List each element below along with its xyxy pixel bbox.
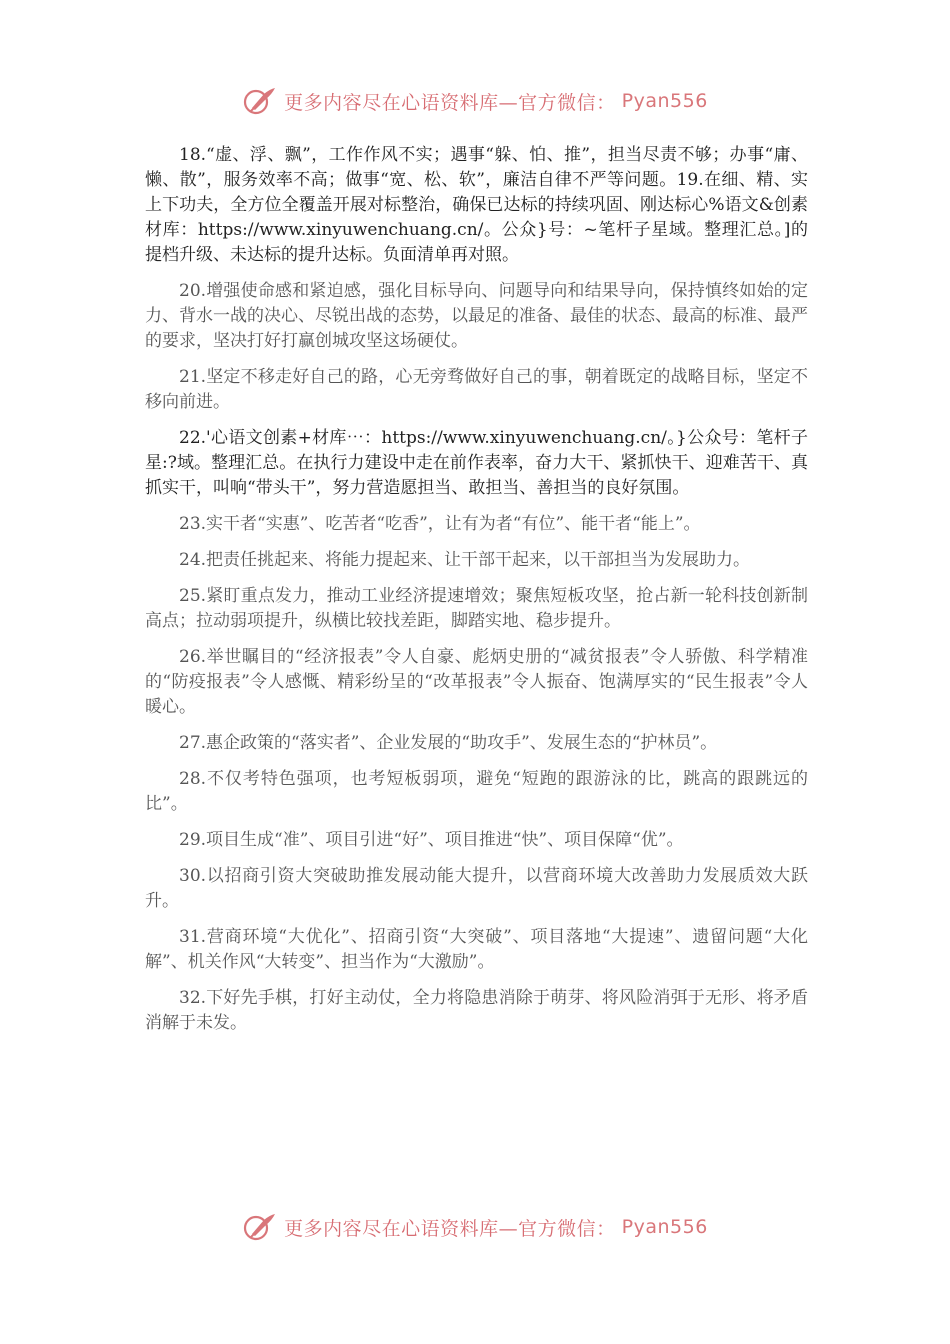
paragraph-27: 27.惠企政策的“落实者”、企业发展的“助攻手”、发展生态的“护林员”。 xyxy=(179,733,718,753)
paragraph-31: 31.营商环境“大优化”、招商引资“大突破”、项目落地“大提速”、遗留问题“大化解”、机关作风“大转变”、担当作为“大激励”。 xyxy=(145,927,808,972)
banner-text: 更多内容尽在心语资料库—官方微信： xyxy=(284,1217,616,1240)
paragraph-18-19: 18.“虚、浮、飘”，工作作风不实；遇事“躲、怕、推”，担当尽责不够；办事“庸、懒、散”，服务效率不高；做事“宽、松、软”，廉洁自律不严等问题。19.在细、精、实上下功夫，全方位全覆盖开展对标整治，确保已达标的持续巩固、刚达标心%语文&创素材库：https://www.xinyuwenchuang.cn/。公众}号：~笔杆子星域。整理汇总。]的提档升级、未达标的提升达标。负面清单再对照。 xyxy=(145,145,808,265)
paragraph-20: 20.增强使命感和紧迫感，强化目标导向、问题导向和结果导向，保持慎终如始的定力、背水一战的决心、尽锐出战的态势，以最足的准备、最佳的状态、最高的标准、最严的要求，坚决打好打赢创城攻坚这场硬仗。 xyxy=(145,281,808,351)
document-body xyxy=(145,143,808,1047)
paragraph-21: 21.坚定不移走好自己的路，心无旁骛做好自己的事，朝着既定的战略目标，坚定不移向前进。 xyxy=(145,367,808,412)
paragraph-23: 23.实干者“实惠”、吃苦者“吃香”，让有为者“有位”、能干者“能上”。 xyxy=(179,514,701,534)
quill-logo-icon xyxy=(242,86,278,116)
paragraph-29: 29.项目生成“准”、项目引进“好”、项目推进“快”、项目保障“优”。 xyxy=(179,830,684,850)
paragraph-22: 22.'心语文创素+材库⋯：https://www.xinyuwenchuang.cn/。}公众号：笔杆子星:?域。整理汇总。在执行力建设中走在前作表率，奋力大干、紧抓快干、迎难苦干、真抓实干，叫响“带头干”，努力营造愿担当、敢担当、善担当的良好氛围。 xyxy=(145,428,808,498)
paragraph-24: 24.把责任挑起来、将能力提起来、让干部干起来，以干部担当为发展助力。 xyxy=(179,550,751,570)
banner-wechat-id: Pyan556 xyxy=(621,1216,708,1238)
header-banner xyxy=(0,86,950,116)
paragraph-26: 26.举世瞩目的“经济报表”令人自豪、彪炳史册的“减贫报表”令人骄傲、科学精准的“防疫报表”令人感慨、精彩纷呈的“改革报表”令人振奋、饱满厚实的“民生报表”令人暖心。 xyxy=(145,647,808,717)
footer-banner xyxy=(0,1212,950,1242)
paragraph-25: 25.紧盯重点发力，推动工业经济提速增效；聚焦短板攻坚，抢占新一轮科技创新制高点；拉动弱项提升，纵横比较找差距，脚踏实地、稳步提升。 xyxy=(145,586,808,631)
paragraph-30: 30.以招商引资大突破助推发展动能大提升，以营商环境大改善助力发展质效大跃升。 xyxy=(145,866,808,911)
banner-wechat-id: Pyan556 xyxy=(621,90,708,112)
banner-text: 更多内容尽在心语资料库—官方微信： xyxy=(284,91,616,114)
paragraph-28: 28.不仅考特色强项，也考短板弱项，避免“短跑的跟游泳的比，跳高的跟跳远的比”。 xyxy=(145,769,808,814)
paragraph-32: 32.下好先手棋，打好主动仗，全力将隐患消除于萌芽、将风险消弭于无形、将矛盾消解于未发。 xyxy=(145,988,808,1033)
quill-logo-icon xyxy=(242,1212,278,1242)
